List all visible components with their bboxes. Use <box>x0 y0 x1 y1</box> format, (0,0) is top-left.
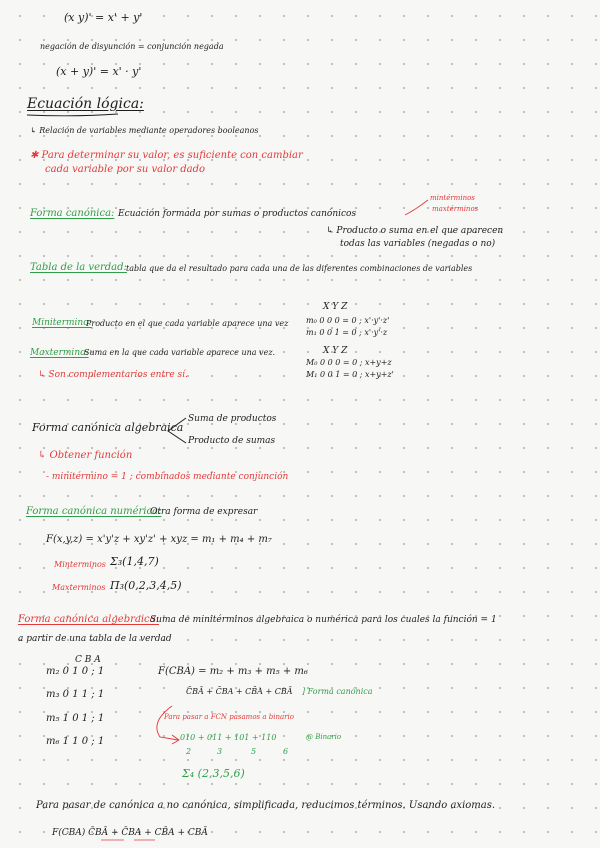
maxtermino-label: Maxtermino: <box>30 348 89 358</box>
algebraica-brace <box>168 418 186 443</box>
note-maxterminos: maxtérminos <box>432 205 479 213</box>
binario-label: @ Binario <box>306 733 342 741</box>
para-pasar-fcn-text: Para pasar a FCN pasamos a binario <box>164 713 294 721</box>
ecuacion-logica-underline <box>27 114 118 116</box>
mintermino-text: Producto en el que cada variable aparece una vez <box>86 319 289 328</box>
formula-x-plus-y-negation: (x + y)' = x' · y' <box>56 65 142 78</box>
star-note-line1: ✱ Para determinar su valor, es suficiente con cambiar <box>30 150 303 161</box>
maxterminos-label: Maxterminos <box>52 583 106 592</box>
forma-canonica-text: Ecuación formada por sumas o productos canónicos <box>118 209 357 219</box>
forma-canonica-green: ] Forma canónica <box>302 687 373 696</box>
m0-row: m₀ 0 0 0 = 0 ; x'·y'·z' <box>306 316 390 325</box>
producto-suma-line2: todas las variables (negadas o no) <box>340 239 496 249</box>
M1-row: M₁ 0 0 1 = 0 ; x+y+z' <box>306 370 394 379</box>
mintermino-label: Minitermino: <box>32 318 92 328</box>
forma-canonica-label: Forma canónica: <box>30 208 115 219</box>
para-pasar-canonica-text: Para pasar de canónica a no canónica, simplificada, reducimos términos. Usando axiomas. <box>36 800 496 811</box>
complementarios-text: ↳ Son complementarios entre sí. <box>38 370 188 380</box>
formula-xy-negation: (x y)' = x' + y' <box>64 11 143 24</box>
ecuacion-logica-title: Ecuación lógica: <box>27 96 144 112</box>
maxtermino-text: Suma en la que cada variable aparece una vez. <box>84 348 276 357</box>
relacion-variables-text: ↳ Relación de variables mediante operadores booleanos <box>30 126 259 135</box>
fca-text: Suma de minitérminos algebraica o numérica para los cuales la función = 1 <box>150 615 497 625</box>
f-cba-final-expression: F(CBA) C̄BĀ + C̄BA + CB̄A + CBĀ <box>52 828 208 838</box>
mintermino-1-text: - minitérmino = 1 ; combinados mediante conjunción <box>46 472 289 482</box>
note-minterminos: mintérminos <box>430 194 475 202</box>
fcba-expression: F(CBA) = m₂ + m₃ + m₅ + m₆ <box>158 666 308 677</box>
m3-row: m₃ 0 1 1 ; 1 <box>46 689 105 700</box>
M0-row: M₀ 0 0 0 = 0 ; x+y+z <box>306 358 392 367</box>
decimal-5: 5 <box>251 747 257 756</box>
fcn-text: Otra forma de expresar <box>150 507 258 517</box>
producto-sumas-text: Producto de sumas <box>188 436 276 446</box>
suma-productos-text: Suma de productos <box>188 414 277 424</box>
xyz-header-1: X Y Z <box>323 302 348 312</box>
forma-canonica-algebraica-title: Forma canónica algebraica <box>32 421 184 434</box>
tabla-verdad-label: Tabla de la verdad: <box>30 262 127 273</box>
fxyz-expression: F(x,y,z) = x'y'z + xy'z' + xyz = m₁ + m₄ + m₇ <box>46 534 272 545</box>
star-note-line2: cada variable por su valor dado <box>45 164 206 175</box>
fca-label: Forma canónica algebraica: <box>18 614 159 625</box>
obtener-funcion-text: ↳ Obtener función <box>38 450 133 461</box>
tabla-verdad-text: tabla que da el resultado para cada una de las diferentes combinaciones de variables <box>126 264 473 273</box>
minterminos-label: Minterminos <box>54 560 106 569</box>
m6-row: m₆ 1 1 0 ; 1 <box>46 736 105 747</box>
m2-row: m₂ 0 1 0 ; 1 <box>46 666 105 677</box>
minterminos-value: Σ₃(1,4,7) <box>110 555 159 568</box>
sigma-result: Σ₄ (2,3,5,6) <box>182 767 245 780</box>
maxterminos-value: Π₃(0,2,3,4,5) <box>110 579 182 592</box>
fcn-label: Forma canónica numérica: <box>26 506 162 517</box>
producto-suma-line1: ↳ Producto o suma en el que aparecen <box>326 226 504 236</box>
m1-row: m₁ 0 0 1 = 0 ; x'·y'·z <box>306 328 388 337</box>
cba-header: C B A <box>75 655 101 665</box>
xyz-header-2: X Y Z <box>323 346 348 356</box>
decimal-2: 2 <box>186 747 192 756</box>
minterminos-note-arrow <box>405 200 428 215</box>
cba-expression: C̄BĀ + C̄BA + CB̄A + CBĀ <box>186 687 293 696</box>
m5-row: m₅ 1 0 1 ; 1 <box>46 713 105 724</box>
fcn-bracket-arrow <box>157 706 178 740</box>
binario-expression: 010 + 011 + 101 + 110 <box>180 733 277 742</box>
negacion-disyuncion-text: negación de disyunción = conjunción negada <box>40 42 224 51</box>
decimal-3: 3 <box>217 747 223 756</box>
decimal-6: 6 <box>283 747 289 756</box>
fca-text-2: a partir de una tabla de la verdad <box>18 634 172 644</box>
